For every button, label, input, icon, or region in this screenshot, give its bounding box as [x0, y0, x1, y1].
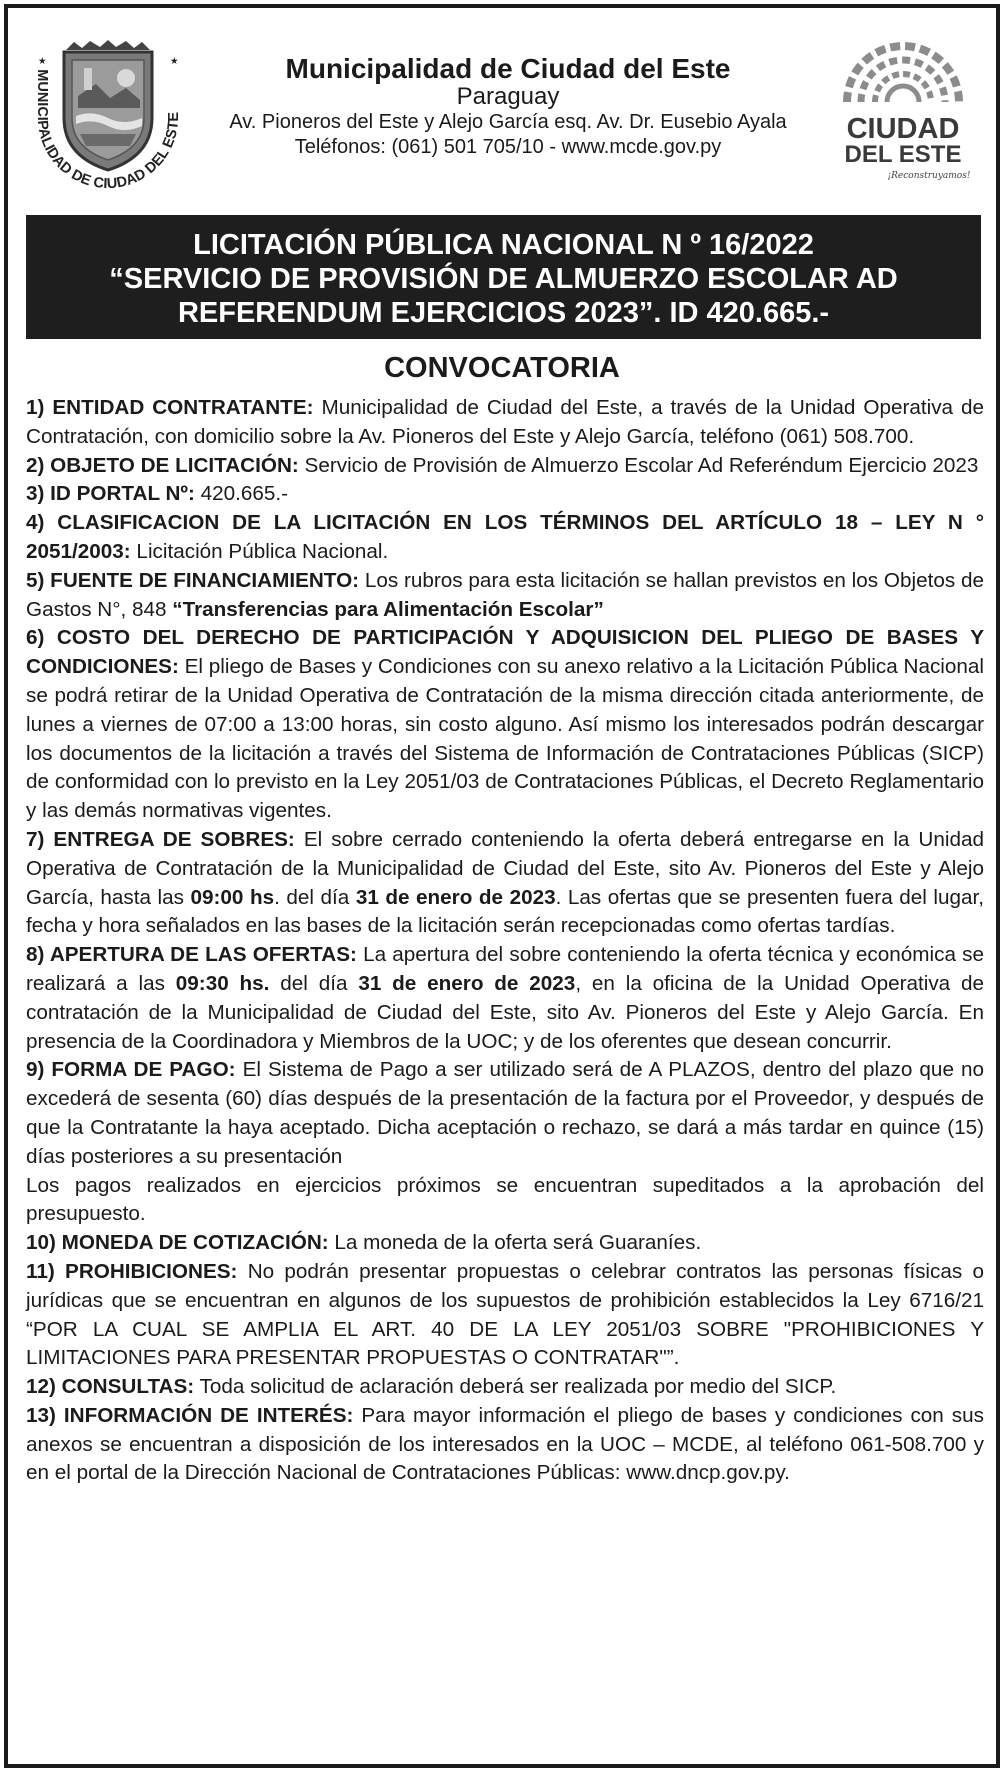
section-9-text: El Sistema de Pago a ser utilizado será de A PLAZOS, dentro del plazo que no excederá de sesenta (60) días después de la presentación de la factura por el Proveedor, y después de que la Contratante la haya aceptado. Dicha aceptación o rechazo, se dará a más tardar en quince (15) días posteriores a su presentación — [26, 1058, 984, 1168]
section-6 — [26, 624, 984, 826]
section-5-text: Los rubros para esta licitación se hallan previstos en los Objetos de Gastos N°, 848 — [26, 568, 985, 621]
section-6-label: 6) COSTO DEL DERECHO DE PARTICIPACIÓN Y ADQUISICION DEL PLIEGO DE BASES Y CONDICIONES: — [26, 626, 984, 679]
header-center — [198, 54, 818, 160]
section-8-time: 09:30 hs. — [175, 971, 270, 995]
section-4-text: Licitación Pública Nacional. — [130, 539, 389, 563]
section-5-label: 5) FUENTE DE FINANCIAMIENTO: — [26, 568, 360, 592]
section-13-label: 13) INFORMACIÓN DE INTERÉS: — [26, 1403, 354, 1427]
ciudad-del-este-logo — [823, 38, 983, 188]
section-10 — [26, 1229, 984, 1258]
sunburst-icon — [847, 46, 959, 102]
logo-line-1: CIUDAD — [846, 113, 960, 145]
section-2-text: Servicio de Provisión de Almuerzo Escolar Ad Referéndum Ejercicio 2023 — [298, 453, 979, 477]
convocatoria-heading: CONVOCATORIA — [384, 352, 620, 384]
section-7-date: 31 de enero de 2023 — [355, 885, 556, 909]
section-7 — [26, 826, 984, 941]
section-7-label: 7) ENTREGA DE SOBRES: — [26, 827, 295, 851]
seal-text: MUNICIPALIDAD DE CIUDAD DEL ESTE — [33, 69, 183, 193]
logo-line-2: DEL ESTE — [844, 141, 962, 168]
notice-page — [4, 4, 1000, 1768]
section-1 — [26, 394, 984, 452]
section-10-label: 10) MONEDA DE COTIZACIÓN: — [26, 1231, 329, 1255]
star-icon: ★ — [170, 56, 179, 67]
section-8-label: 8) APERTURA DE LAS OFERTAS: — [26, 943, 357, 967]
section-10-text: La moneda de la oferta será Guaraníes. — [328, 1231, 702, 1255]
section-7-text-b: . del día — [274, 885, 356, 909]
section-8 — [26, 941, 984, 1056]
banner-line-3: REFERENDUM EJERCICIOS 2023”. ID 420.665.- — [177, 297, 830, 329]
banner-line-1: LICITACIÓN PÚBLICA NACIONAL N º 16/2022 — [193, 229, 814, 261]
section-8-text-b: del día — [269, 971, 359, 995]
logo-slogan: ¡Reconstruyamos! — [887, 171, 971, 181]
section-8-text-a: La apertura del sobre conteniendo la oferta técnica y económica se realizará a las — [26, 943, 984, 995]
section-9-label: 9) FORMA DE PAGO: — [26, 1058, 236, 1082]
section-5-bold-tail: “Transferencias para Alimentación Escolar” — [172, 597, 604, 621]
banner-line-2: “SERVICIO DE PROVISIÓN DE ALMUERZO ESCOLAR AD — [109, 263, 898, 295]
section-11 — [26, 1258, 984, 1373]
country-name: Paraguay — [456, 83, 560, 110]
section-7-text-c: . Las ofertas que se presenten fuera del lugar, fecha y hora señalados en las bases de la licitación serán recepcionadas como ofertas tardías. — [26, 885, 984, 938]
header — [8, 8, 996, 198]
section-9-note: Los pagos realizados en ejercicios próximos se encuentran supeditados a la aprobación del presupuesto. — [26, 1173, 984, 1226]
address-line: Av. Pioneros del Este y Alejo García esq. Av. Dr. Eusebio Ayala — [229, 111, 787, 133]
section-3 — [26, 480, 984, 509]
coat-of-arms-icon — [64, 40, 152, 170]
section-4 — [26, 509, 984, 567]
section-1-text: Municipalidad de Ciudad del Este, a través de la Unidad Operativa de Contratación, con domicilio sobre la Av. Pioneros del Este y Alejo García, teléfono (061) 508.700. — [26, 396, 985, 448]
section-5 — [26, 567, 984, 625]
section-8-text-c: , en la oficina de la Unidad Operativa de contratación de la Municipalidad de Ciudad del Este, sito Av. Pioneros del Este y Alejo García. En presencia de la Coordinadora y Miembros de la UOC; y de los oferentes que desean concurrir. — [26, 971, 985, 1053]
section-1-label: 1) ENTIDAD CONTRATANTE: — [26, 396, 314, 419]
municipal-seal — [26, 38, 191, 198]
section-3-label: 3) ID PORTAL Nº: — [26, 482, 195, 506]
section-6-text: El pliego de Bases y Condiciones con su anexo relativo a la Licitación Pública Nacional se podrá retirar de la Unidad Operativa de Contratación de la misma dirección citada anteriormente, de lunes a viernes de 07:00 a 13:00 horas, sin costo alguno. Así mismo los interesados podrán descargar los documentos de la licitación a través del Sistema de Información de Contrataciones Públicas (SICP) de conformidad con lo previsto en la Ley 2051/03 de Contrataciones Públicas, el Decreto Reglamentario y las demás normativas vigentes. — [26, 655, 984, 823]
section-13-text: Para mayor información el pliego de bases y condiciones con sus anexos se encuentran a disposición de los interesados en la UOC – MCDE, al teléfono 061-508.700 y en el portal de la Dirección Nacional de Contrataciones Públicas: www.dncp.gov.py. — [26, 1403, 984, 1485]
star-icon: ★ — [38, 56, 47, 67]
section-12-label: 12) CONSULTAS: — [26, 1375, 195, 1399]
section-11-text: No podrán presentar propuestas o celebrar contratos las personas físicas o jurídicas que se encuentran en algunos de los supuestos de prohibición establecidos la Ley 6716/21 “POR LA CUAL SE AMPLIA EL ART. 40 DE LA LEY 2051/03 SOBRE "PROHIBICIONES Y LIMITACIONES PARA PRESENTAR PROPUESTAS O CONTRATAR"”. — [26, 1259, 984, 1370]
section-13 — [26, 1402, 984, 1488]
notice-body — [26, 394, 984, 1488]
section-2 — [26, 452, 984, 481]
section-7-time: 09:00 hs — [190, 885, 275, 909]
section-9 — [26, 1056, 984, 1171]
section-8-date: 31 de enero de 2023 — [358, 971, 576, 995]
section-12-text: Toda solicitud de aclaración deberá ser realizada por medio del SICP. — [194, 1375, 837, 1399]
section-7-text-a: El sobre cerrado conteniendo la oferta deberá entregarse en la Unidad Operativa de Contratación de la Municipalidad de Ciudad del Este, sito Av. Pioneros del Este y Alejo García, hasta las — [26, 827, 984, 909]
section-2-label: 2) OBJETO DE LICITACIÓN: — [26, 453, 299, 477]
section-4-label: 4) CLASIFICACION DE LA LICITACIÓN EN LOS TÉRMINOS DEL ARTÍCULO 18 – LEY N ° 2051/2003: — [26, 511, 984, 563]
section-12 — [26, 1373, 984, 1402]
title-banner — [26, 215, 981, 339]
municipality-title: Municipalidad de Ciudad del Este — [285, 53, 731, 84]
contact-line: Teléfonos: (061) 501 705/10 - www.mcde.gov.py — [294, 136, 722, 158]
section-11-label: 11) PROHIBICIONES: — [26, 1259, 238, 1283]
section-3-text: 420.665.- — [194, 482, 289, 506]
